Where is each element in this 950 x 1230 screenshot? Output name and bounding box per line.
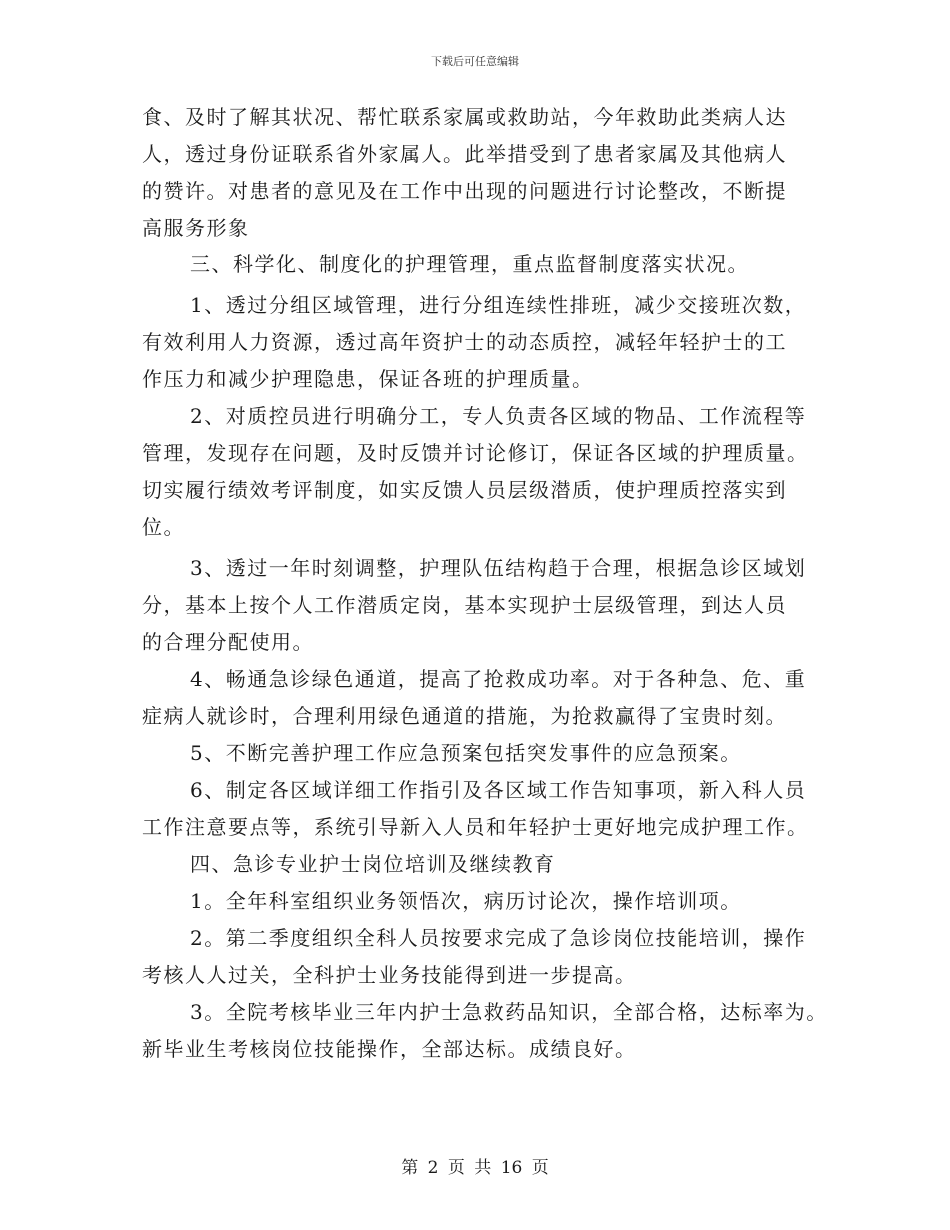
paragraph-12-line: 3。全院考核毕业三年内护士急救药品知识，全部合格，达标率为。 xyxy=(190,1000,828,1024)
paragraph-9-line: 四、急诊专业护士岗位培训及继续教育 xyxy=(190,852,556,876)
paragraph-8-line: 6、制定各区域详细工作指引及各区域工作告知事项，新入科人员 xyxy=(190,778,807,802)
paragraph-3-line: 作压力和减少护理隐患，保证各班的护理质量。 xyxy=(142,367,594,391)
paragraph-4-line: 2、对质控员进行明确分工，专人负责各区域的物品、工作流程等 xyxy=(190,404,807,428)
paragraph-5-line: 3、透过一年时刻调整，护理队伍结构趋于合理，根据急诊区域划 xyxy=(190,556,807,580)
paragraph-5-line: 分，基本上按个人工作潜质定岗，基本实现护士层级管理，到达人员 xyxy=(142,593,787,617)
paragraph-1-line: 的赞许。对患者的意见及在工作中出现的问题进行讨论整改，不断提 xyxy=(142,179,787,203)
paragraph-1-line: 食、及时了解其状况、帮忙联系家属或救助站，今年救助此类病人达 xyxy=(142,105,787,129)
paragraph-8-line: 工作注意要点等，系统引导新入人员和年轻护士更好地完成护理工作。 xyxy=(142,815,809,839)
paragraph-11-line: 2。第二季度组织全科人员按要求完成了急诊岗位技能培训，操作 xyxy=(190,926,807,950)
paragraph-4-line: 切实履行绩效考评制度，如实反馈人员层级潜质，使护理质控落实到 xyxy=(142,478,787,502)
page-number: 第 2 页 共 16 页 xyxy=(401,1158,549,1178)
paragraph-7-line: 5、不断完善护理工作应急预案包括突发事件的应急预案。 xyxy=(190,741,742,765)
paragraph-3-line: 1、透过分组区域管理，进行分组连续性排班，减少交接班次数， xyxy=(190,293,807,317)
paragraph-4-line: 位。 xyxy=(142,515,185,539)
paragraph-1-line: 高服务形象 xyxy=(142,216,250,240)
page-header: 下载后可任意编辑 xyxy=(431,55,519,68)
paragraph-6-line: 4、畅通急诊绿色通道，提高了抢救成功率。对于各种急、危、重 xyxy=(190,667,807,691)
paragraph-6-line: 症病人就诊时，合理利用绿色通道的措施，为抢救赢得了宝贵时刻。 xyxy=(142,704,787,728)
paragraph-10-line: 1。全年科室组织业务领悟次，病历讨论次，操作培训项。 xyxy=(190,889,742,913)
paragraph-11-line: 考核人人过关，全科护士业务技能得到进一步提高。 xyxy=(142,963,637,987)
paragraph-12-line: 新毕业生考核岗位技能操作，全部达标。成绩良好。 xyxy=(142,1037,637,1061)
paragraph-3-line: 有效利用人力资源，透过高年资护士的动态质控，减轻年轻护士的工 xyxy=(142,330,787,354)
paragraph-1-line: 人，透过身份证联系省外家属人。此举措受到了患者家属及其他病人 xyxy=(142,142,787,166)
paragraph-4-line: 管理，发现存在问题，及时反馈并讨论修订，保证各区域的护理质量。 xyxy=(142,441,809,465)
paragraph-2-line: 三、科学化、制度化的护理管理，重点监督制度落实状况。 xyxy=(190,252,749,276)
paragraph-5-line: 的合理分配使用。 xyxy=(142,630,314,654)
